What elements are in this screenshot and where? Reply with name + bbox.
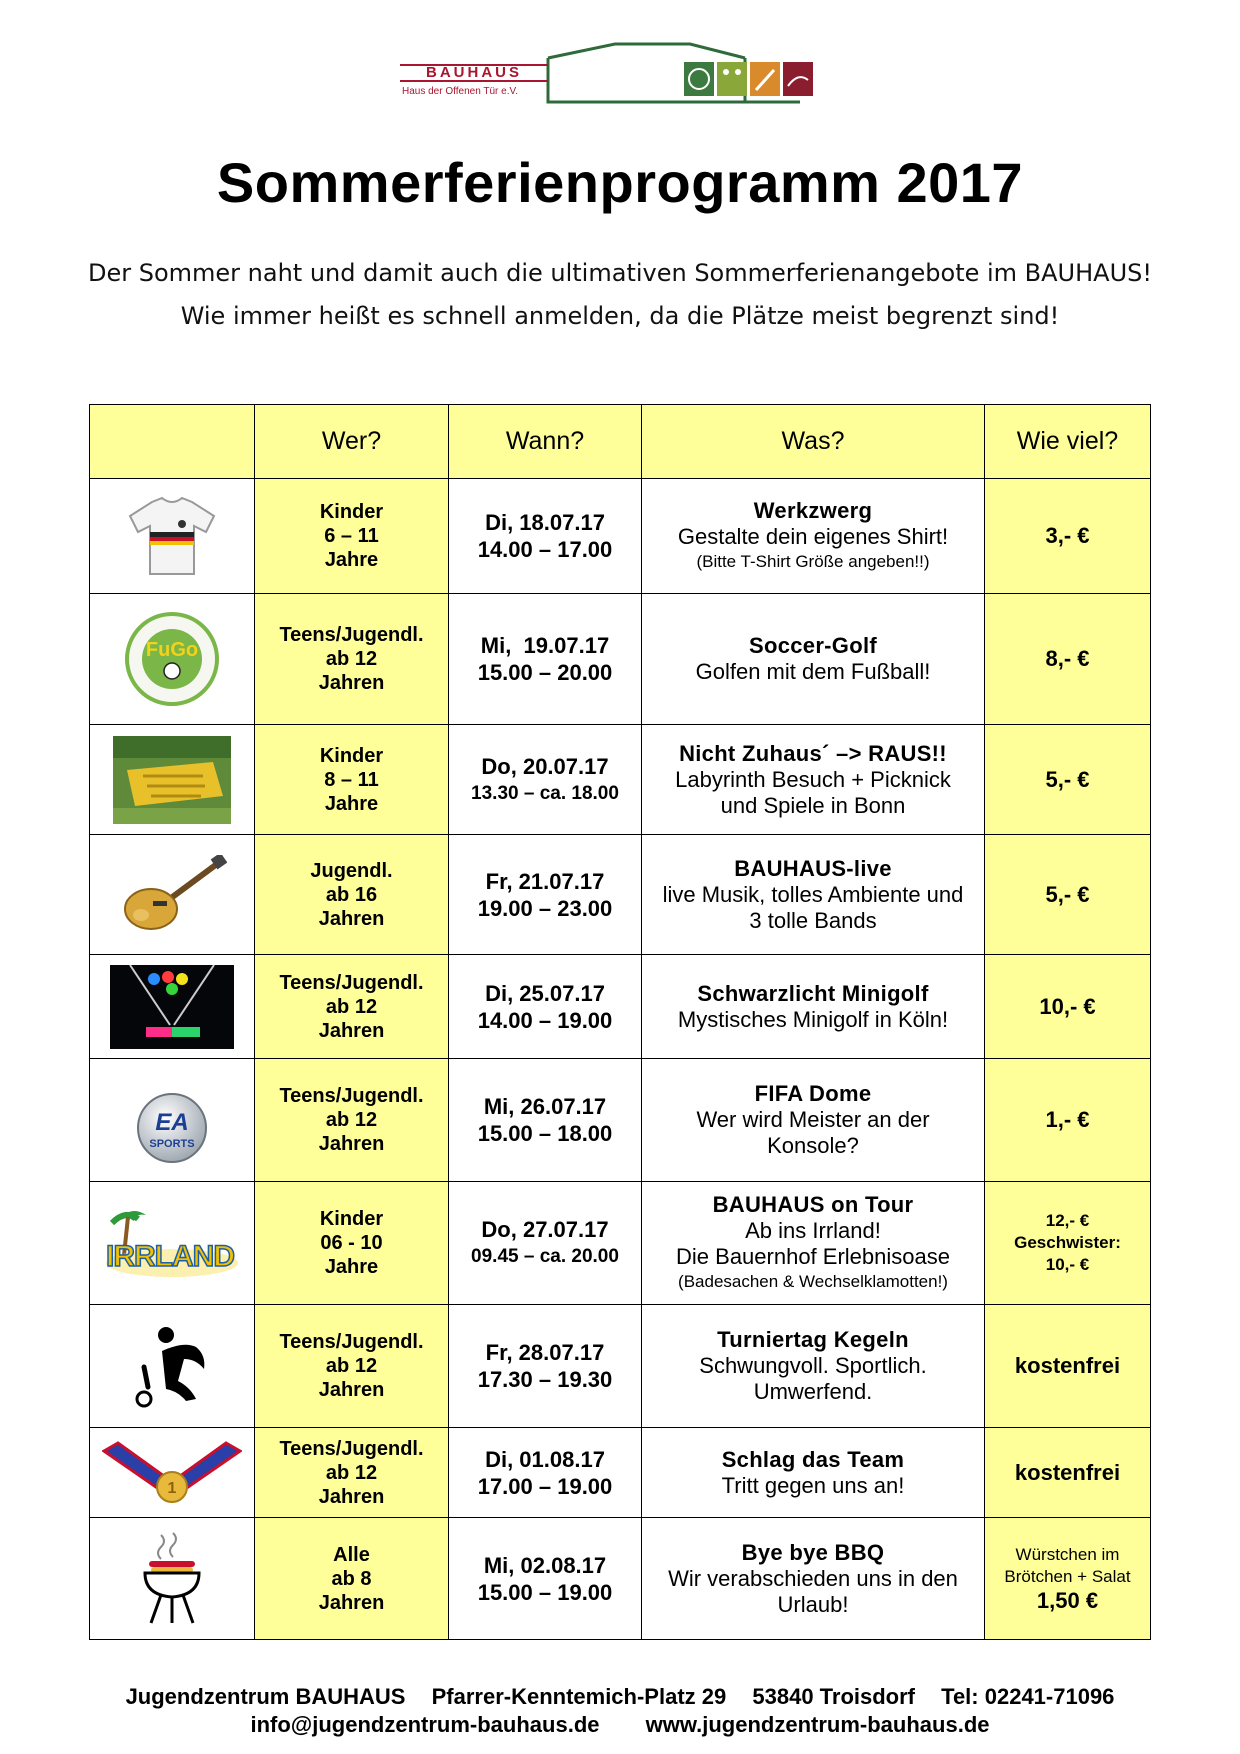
what-desc: Umwerfend.: [753, 1379, 873, 1404]
row-date: Do, 27.07.17: [481, 1217, 609, 1242]
price-value: kostenfrei: [1014, 1353, 1121, 1378]
row-date: Fr, 21.07.17: [485, 868, 605, 894]
row-what: [641, 594, 984, 724]
price-value: 10,- €: [1045, 1255, 1090, 1274]
what-title: Werkzwerg: [753, 498, 873, 523]
svg-text:EA: EA: [155, 1109, 189, 1136]
what-desc: Konsole?: [767, 1133, 859, 1158]
svg-text:FuGo: FuGo: [145, 639, 199, 661]
row-who: [254, 479, 448, 593]
price-value: 5,- €: [1045, 881, 1090, 907]
row-time: 14.00 – 19.00: [477, 1007, 613, 1033]
what-note: (Bitte T-Shirt Größe angeben!!): [696, 552, 930, 571]
row-price: [984, 1305, 1150, 1427]
price-value: 1,- €: [1045, 1107, 1090, 1132]
row-time: 15.00 – 20.00: [477, 660, 613, 685]
table-row: [90, 834, 1150, 954]
price-value: 1,50 €: [1036, 1587, 1099, 1613]
table-row: [90, 724, 1150, 834]
ea-sports-text: SPORTS: [149, 1138, 195, 1150]
row-time: 19.00 – 23.00: [477, 895, 613, 921]
who-line: Teens/Jugendl.: [279, 624, 424, 646]
row-date: Di, 01.08.17: [485, 1446, 605, 1472]
row-what: [641, 725, 984, 834]
program-table: [89, 404, 1151, 1640]
table-row: [90, 478, 1150, 593]
who-line: Jahren: [318, 672, 385, 694]
who-line: Teens/Jugendl.: [279, 1331, 424, 1353]
who-line: Jahren: [318, 1379, 385, 1401]
who-line: Jahren: [318, 1485, 385, 1508]
row-time: 15.00 – 19.00: [477, 1579, 613, 1605]
row-when: [448, 955, 641, 1058]
row-who: [254, 1428, 448, 1517]
who-line: Teens/Jugendl.: [279, 1085, 424, 1107]
what-desc: Tritt gegen uns an!: [721, 1472, 905, 1498]
row-price: [984, 955, 1150, 1058]
what-desc: Labyrinth Besuch + Picknick: [675, 766, 951, 792]
row-when: [448, 1182, 641, 1304]
row-who: [254, 1305, 448, 1427]
header-price: Wie viel?: [984, 405, 1150, 478]
intro-line-2: Wie immer heißt es schnell anmelden, da die Plätze meist begrenzt sind!: [180, 302, 1060, 330]
row-who: [254, 725, 448, 834]
row-time: 15.00 – 18.00: [477, 1121, 613, 1146]
price-value: 12,- €: [1045, 1211, 1090, 1230]
tshirt-icon: [90, 479, 254, 593]
who-line: Jahre: [324, 1256, 379, 1278]
fugo-badge-icon: [90, 594, 254, 724]
who-line: Jahren: [318, 907, 385, 930]
row-who: [254, 955, 448, 1058]
table-row: [90, 954, 1150, 1058]
who-line: 06 - 10: [320, 1232, 383, 1254]
price-value: Geschwister:: [1014, 1233, 1121, 1252]
ea-sports-icon: [90, 1059, 254, 1181]
who-line: Jugendl.: [310, 859, 393, 882]
bauhaus-logo: [400, 42, 845, 110]
what-desc: Mystisches Minigolf in Köln!: [677, 1006, 949, 1032]
price-value: 8,- €: [1045, 646, 1090, 671]
row-price: [984, 479, 1150, 593]
what-note: (Badesachen & Wechselklamotten!): [678, 1272, 948, 1291]
row-date: Mi, 19.07.17: [480, 633, 610, 658]
row-price: [984, 594, 1150, 724]
svg-text:1: 1: [167, 1479, 177, 1497]
what-desc: live Musik, tolles Ambiente und: [662, 881, 964, 907]
who-line: ab 12: [325, 1461, 378, 1484]
header-who: Wer?: [254, 405, 448, 478]
footer-address-line: [0, 1683, 1240, 1711]
bowling-icon: [90, 1305, 254, 1427]
row-what: [641, 1518, 984, 1639]
price-value: kostenfrei: [1014, 1459, 1121, 1485]
row-who: [254, 594, 448, 724]
blacklight-minigolf-icon: [90, 955, 254, 1058]
table-header-row: [90, 405, 1150, 478]
page-title: Sommerferienprogramm 2017: [216, 151, 1024, 214]
who-line: Kinder: [319, 1208, 384, 1230]
who-line: Jahren: [318, 1591, 385, 1614]
row-date: Di, 25.07.17: [485, 980, 605, 1006]
row-who: [254, 1518, 448, 1639]
row-when: [448, 1428, 641, 1517]
table-row: [90, 1304, 1150, 1427]
footer-org: Jugendzentrum BAUHAUS: [125, 1684, 406, 1709]
row-what: [641, 1305, 984, 1427]
row-time: 14.00 – 17.00: [477, 537, 613, 562]
what-title: FIFA Dome: [754, 1081, 872, 1106]
what-desc: Wir verabschieden uns in den: [668, 1565, 958, 1591]
row-date: Di, 18.07.17: [485, 510, 605, 535]
what-desc: Urlaub!: [777, 1591, 849, 1617]
header-what: Was?: [641, 405, 984, 478]
row-what: [641, 1182, 984, 1304]
who-line: Teens/Jugendl.: [279, 1437, 424, 1460]
row-what: [641, 1428, 984, 1517]
price-value: 5,- €: [1045, 766, 1090, 792]
row-time: 09.45 – ca. 20.00: [471, 1246, 619, 1267]
table-row: [90, 1517, 1150, 1639]
footer-phone: Tel: 02241-71096: [941, 1684, 1115, 1709]
row-who: [254, 835, 448, 954]
table-row: [90, 593, 1150, 724]
what-desc: Golfen mit dem Fußball!: [695, 659, 931, 684]
what-title: Nicht Zuhaus´ –> RAUS!!: [679, 740, 947, 766]
what-title: BAUHAUS on Tour: [712, 1192, 914, 1217]
footer-street: Pfarrer-Kenntemich-Platz 29: [431, 1684, 727, 1709]
irrland-text: IRRLAND: [106, 1240, 234, 1273]
row-when: [448, 1305, 641, 1427]
what-desc: und Spiele in Bonn: [720, 792, 906, 818]
price-value: 10,- €: [1039, 993, 1096, 1019]
what-desc: Schwungvoll. Sportlich.: [699, 1353, 927, 1378]
who-line: Jahren: [318, 1133, 385, 1155]
what-desc: Wer wird Meister an der: [696, 1107, 930, 1132]
row-price: [984, 1518, 1150, 1639]
header-icon-column: [90, 405, 254, 478]
who-line: 6 – 11: [324, 525, 379, 547]
what-desc: Ab ins Irrland!: [745, 1218, 881, 1243]
row-time: 17.30 – 19.30: [477, 1367, 613, 1392]
footer-email-link[interactable]: info@jugendzentrum-bauhaus.de: [250, 1712, 600, 1737]
row-when: [448, 479, 641, 593]
who-line: Alle: [333, 1543, 370, 1566]
what-desc: Gestalte dein eigenes Shirt!: [677, 524, 949, 549]
row-when: [448, 835, 641, 954]
footer-contact: [0, 1683, 1240, 1739]
row-what: [641, 1059, 984, 1181]
row-who: [254, 1182, 448, 1304]
medal-icon: [90, 1428, 254, 1517]
row-who: [254, 1059, 448, 1181]
row-date: Mi, 26.07.17: [483, 1094, 607, 1119]
header-when: Wann?: [448, 405, 641, 478]
what-title: Schlag das Team: [721, 1446, 905, 1472]
price-note: Würstchen im: [1015, 1544, 1120, 1564]
row-what: [641, 835, 984, 954]
who-line: ab 12: [325, 648, 378, 670]
what-desc: Die Bauernhof Erlebnisoase: [676, 1244, 950, 1269]
footer-web-line: [0, 1711, 1240, 1739]
irrland-logo-icon: [90, 1182, 254, 1304]
what-title: Turniertag Kegeln: [717, 1327, 909, 1352]
row-price: [984, 1182, 1150, 1304]
price-note: Brötchen + Salat: [1004, 1566, 1131, 1586]
what-title: Bye bye BBQ: [741, 1539, 885, 1565]
row-date: Fr, 28.07.17: [485, 1340, 605, 1365]
table-row: [90, 1181, 1150, 1304]
row-date: Mi, 02.08.17: [483, 1552, 607, 1578]
what-title: BAUHAUS-live: [734, 855, 892, 881]
who-line: Teens/Jugendl.: [279, 971, 424, 994]
what-title: Soccer-Golf: [749, 633, 877, 658]
intro-text: [0, 252, 1240, 338]
row-when: [448, 1518, 641, 1639]
row-when: [448, 594, 641, 724]
row-when: [448, 1059, 641, 1181]
who-line: Jahre: [324, 549, 379, 571]
logo-subtitle: Haus der Offenen Tür e.V.: [402, 86, 519, 97]
row-price: [984, 1428, 1150, 1517]
row-what: [641, 479, 984, 593]
price-value: 3,- €: [1045, 523, 1090, 548]
row-price: [984, 835, 1150, 954]
table-row: [90, 1058, 1150, 1181]
logo-name: BAUHAUS: [400, 64, 548, 82]
row-time: 17.00 – 19.00: [477, 1473, 613, 1499]
guitar-icon: [90, 835, 254, 954]
who-line: Jahre: [324, 792, 379, 815]
row-price: [984, 725, 1150, 834]
row-date: Do, 20.07.17: [481, 753, 609, 779]
row-time: 13.30 – ca. 18.00: [471, 782, 619, 804]
what-desc: 3 tolle Bands: [749, 907, 877, 933]
who-line: Kinder: [319, 501, 384, 523]
row-what: [641, 955, 984, 1058]
who-line: ab 12: [325, 1109, 378, 1131]
footer-web-link[interactable]: www.jugendzentrum-bauhaus.de: [645, 1712, 990, 1737]
who-line: Kinder: [319, 744, 384, 767]
who-line: 8 – 11: [324, 768, 379, 791]
what-title: Schwarzlicht Minigolf: [697, 980, 929, 1006]
who-line: ab 12: [325, 995, 378, 1018]
who-line: Jahren: [318, 1019, 385, 1042]
who-line: ab 8: [331, 1567, 372, 1590]
who-line: ab 12: [325, 1355, 378, 1377]
row-when: [448, 725, 641, 834]
row-price: [984, 1059, 1150, 1181]
bbq-grill-icon: [90, 1518, 254, 1639]
table-row: [90, 1427, 1150, 1517]
intro-line-1: Der Sommer naht und damit auch die ultimativen Sommerferienangebote im BAUHAUS!: [87, 259, 1153, 287]
labyrinth-photo-icon: [90, 725, 254, 834]
footer-city: 53840 Troisdorf: [752, 1684, 916, 1709]
who-line: ab 16: [325, 883, 378, 906]
